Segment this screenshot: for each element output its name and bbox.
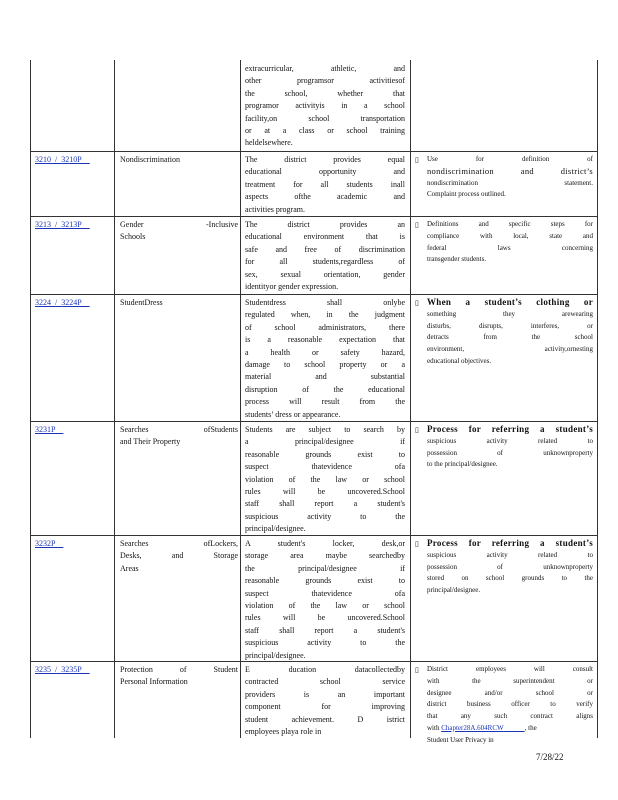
note-line: Definitions and specific steps for [427,220,593,228]
table-row [30,664,597,744]
policy-link[interactable]: 3235 [35,665,51,674]
procedure-link[interactable]: 3235P [61,665,90,674]
note-line: Student User Privacy in [427,735,494,744]
description-line: student achievement. D istrict [245,714,405,724]
description-line: the school, whether that [245,88,405,98]
description-line: rules will be uncovered.School [245,613,405,623]
description-line: violation of the law or school [245,474,405,484]
policy-title-cell [120,664,238,689]
description-line: storage area maybe searchedby [245,551,405,561]
policy-number-cell [35,424,111,436]
description-line: regulated when, in the judgment [245,310,405,320]
description-line: contracted school service [245,677,405,687]
bullet-icon: ▯ [415,426,419,434]
row-border [30,151,597,152]
description-line: principal/designee. [245,650,306,660]
description-line: violation of the law or school [245,600,405,610]
description-line: disruption of the educational [245,384,405,394]
policy-link[interactable]: 3224 [35,298,51,307]
policy-title-line: Gender -Inclusive [120,220,238,229]
policy-title-line: StudentDress [120,298,163,307]
description-line: Studentdress shall onlybe [245,298,405,307]
procedure-link[interactable]: 3224P [61,298,90,307]
description-line: programor activityis in a school [245,101,405,111]
note-line: Complaint process outlined. [427,190,506,199]
description-line: reasonable grounds exist to [245,449,405,459]
note-line: disturbs, disrupts, interferes, or [427,321,593,330]
note-text: with [427,723,442,732]
policy-separator: / [51,155,62,164]
note-line: Process for referring a student’s [427,538,593,548]
policy-number-cell [35,219,111,231]
table-row [30,63,597,151]
policy-description-cell [245,538,405,662]
policy-title-line: Schools [120,232,146,242]
policy-title-line: Nondiscrimination [120,155,180,164]
note-line: to the principal/designee. [427,460,498,469]
description-line: suspect thatevidence ofa [245,588,405,598]
policy-number-cell [35,154,111,166]
description-line: suspicious activity to the [245,638,405,648]
description-line: other programsor activitiesof [245,76,405,86]
description-line: a health or safety hazard, [245,347,405,357]
description-line: process will result from the [245,397,405,407]
description-line: material and substantial [245,372,405,382]
note-line: Use for definition of [427,155,593,163]
note-text: , the [524,723,537,732]
row-border [30,535,597,536]
description-line: or at a class or school training [245,125,405,135]
note-line: with the superintendent or [427,676,593,685]
note-line: that any such contract aligns [427,712,593,721]
note-line [427,723,593,735]
description-line: treatment for all students inall [245,179,405,189]
description-line: identityor gender expression. [245,281,339,291]
note-line: transgender students. [427,255,487,264]
note-line: designee and/or school or [427,688,593,697]
note-line: possession of unknownproperty [427,448,593,457]
note-line: Process for referring a student’s [427,424,593,434]
note-line: nondiscrimination statement. [427,178,593,187]
policy-link[interactable]: 3210 [35,155,51,164]
policy-description-cell [245,664,405,738]
note-line: stored on school grounds to the [427,574,593,583]
policy-description-cell [245,219,405,293]
description-line: students’ dress or appearance. [245,409,341,419]
policy-description-cell [245,154,405,216]
bullet-icon: ▯ [415,156,419,164]
policy-number-cell [35,664,111,676]
description-line: The district provides equal [245,155,405,164]
row-border [30,421,597,422]
table-row [30,424,597,535]
link-underline-pad [504,724,525,732]
policy-title-cell [120,297,238,309]
note-line: federal laws concerning [427,243,593,252]
description-line: staff shall report a student's [245,625,405,635]
description-line: providers is an important [245,689,405,699]
policy-title-cell [120,154,238,166]
description-line: employees playa role in [245,726,322,736]
description-line: Students are subject to search by [245,425,405,434]
note-line: environment, activity,ornesting [427,345,593,354]
policy-separator: / [51,220,62,229]
row-border [30,661,597,662]
row-border [30,294,597,295]
note-line: possession of unknownproperty [427,562,593,571]
note-line: When a student’s clothing or [427,297,593,307]
policy-number-cell [35,538,111,550]
procedure-link[interactable]: 3213P [61,220,90,229]
bullet-icon: ▯ [415,540,419,548]
description-line: principal/designee. [245,524,306,534]
description-line: suspect thatevidence ofa [245,462,405,472]
description-line: damage to school property or a [245,359,405,369]
description-line: extracurricular, athletic, and [245,64,405,73]
policy-table [30,60,597,744]
note-line: principal/designee. [427,586,481,595]
description-line: the principal/designee if [245,563,405,573]
description-line: staff shall report a student's [245,499,405,509]
policy-separator: / [51,298,62,307]
note-line: detracts from the school [427,333,593,342]
note-line: educational objectives. [427,356,492,365]
description-line: sex, sexual orientation, gender [245,269,405,279]
policy-title-cell [120,219,238,244]
procedure-link[interactable]: 3232P [35,539,64,548]
policy-separator: / [51,665,62,674]
description-line: The district provides an [245,220,405,229]
table-row [30,538,597,661]
policy-number-cell [35,297,111,309]
policy-title-line: Areas [120,563,139,573]
description-line: educational environment that is [245,232,405,242]
description-line: facility,on school transportation [245,113,405,123]
description-line: reasonable grounds exist to [245,576,405,586]
policy-description-cell [245,63,405,150]
description-line: is a reasonable expectation that [245,335,405,345]
rcw-link[interactable]: Chapter28A.604RCW [441,723,504,732]
policy-description-cell [245,424,405,536]
description-line: safe and free of discrimination [245,244,405,254]
description-line: component for improving [245,702,405,712]
bullet-icon: ▯ [415,666,419,674]
description-line: a principal/designee if [245,437,405,447]
page-number: 7/28/22 [536,752,564,762]
policy-title-cell [120,424,238,449]
description-line: E ducation datacollectedby [245,665,405,674]
policy-link[interactable]: 3213 [35,220,51,229]
description-line: aspects ofthe academic and [245,192,405,202]
policy-title-line: Personal Information [120,677,188,687]
procedure-link[interactable]: 3210P [61,155,90,164]
procedure-link[interactable]: 3231P [35,425,64,434]
note-line: suspicious activity related to [427,550,593,559]
policy-title-line: Protection of Student [120,665,238,674]
table-row [30,154,597,216]
description-line: suspicious activity to the [245,511,405,521]
policy-title-line: Searches ofStudents [120,425,238,434]
table-row [30,219,597,294]
note-line: District employees will consult [427,665,593,673]
column-border [597,60,598,738]
policy-title-line: and Their Property [120,437,181,447]
policy-title-line: Desks, and Storage [120,551,238,561]
table-row [30,297,597,421]
note-line: something they arewearing [427,309,593,318]
description-line: heldelsewhere. [245,138,293,148]
note-line: nondiscrimination and district’s [427,165,593,176]
description-line: rules will be uncovered.School [245,486,405,496]
description-line: educational opportunity and [245,167,405,177]
description-line: A student's locker, desk,or [245,539,405,548]
note-line: compliance with local, state and [427,231,593,240]
row-border [30,216,597,217]
policy-title-cell [120,538,238,575]
note-line: district business officer to verify [427,700,593,709]
policy-title-line: Searches ofLockers, [120,539,238,548]
description-line: of school administrators, there [245,322,405,332]
note-line: suspicious activity related to [427,436,593,445]
bullet-icon: ▯ [415,221,419,229]
policy-description-cell [245,297,405,421]
description-line: activities program. [245,204,305,214]
description-line: for all students,regardless of [245,257,405,267]
bullet-icon: ▯ [415,299,419,307]
